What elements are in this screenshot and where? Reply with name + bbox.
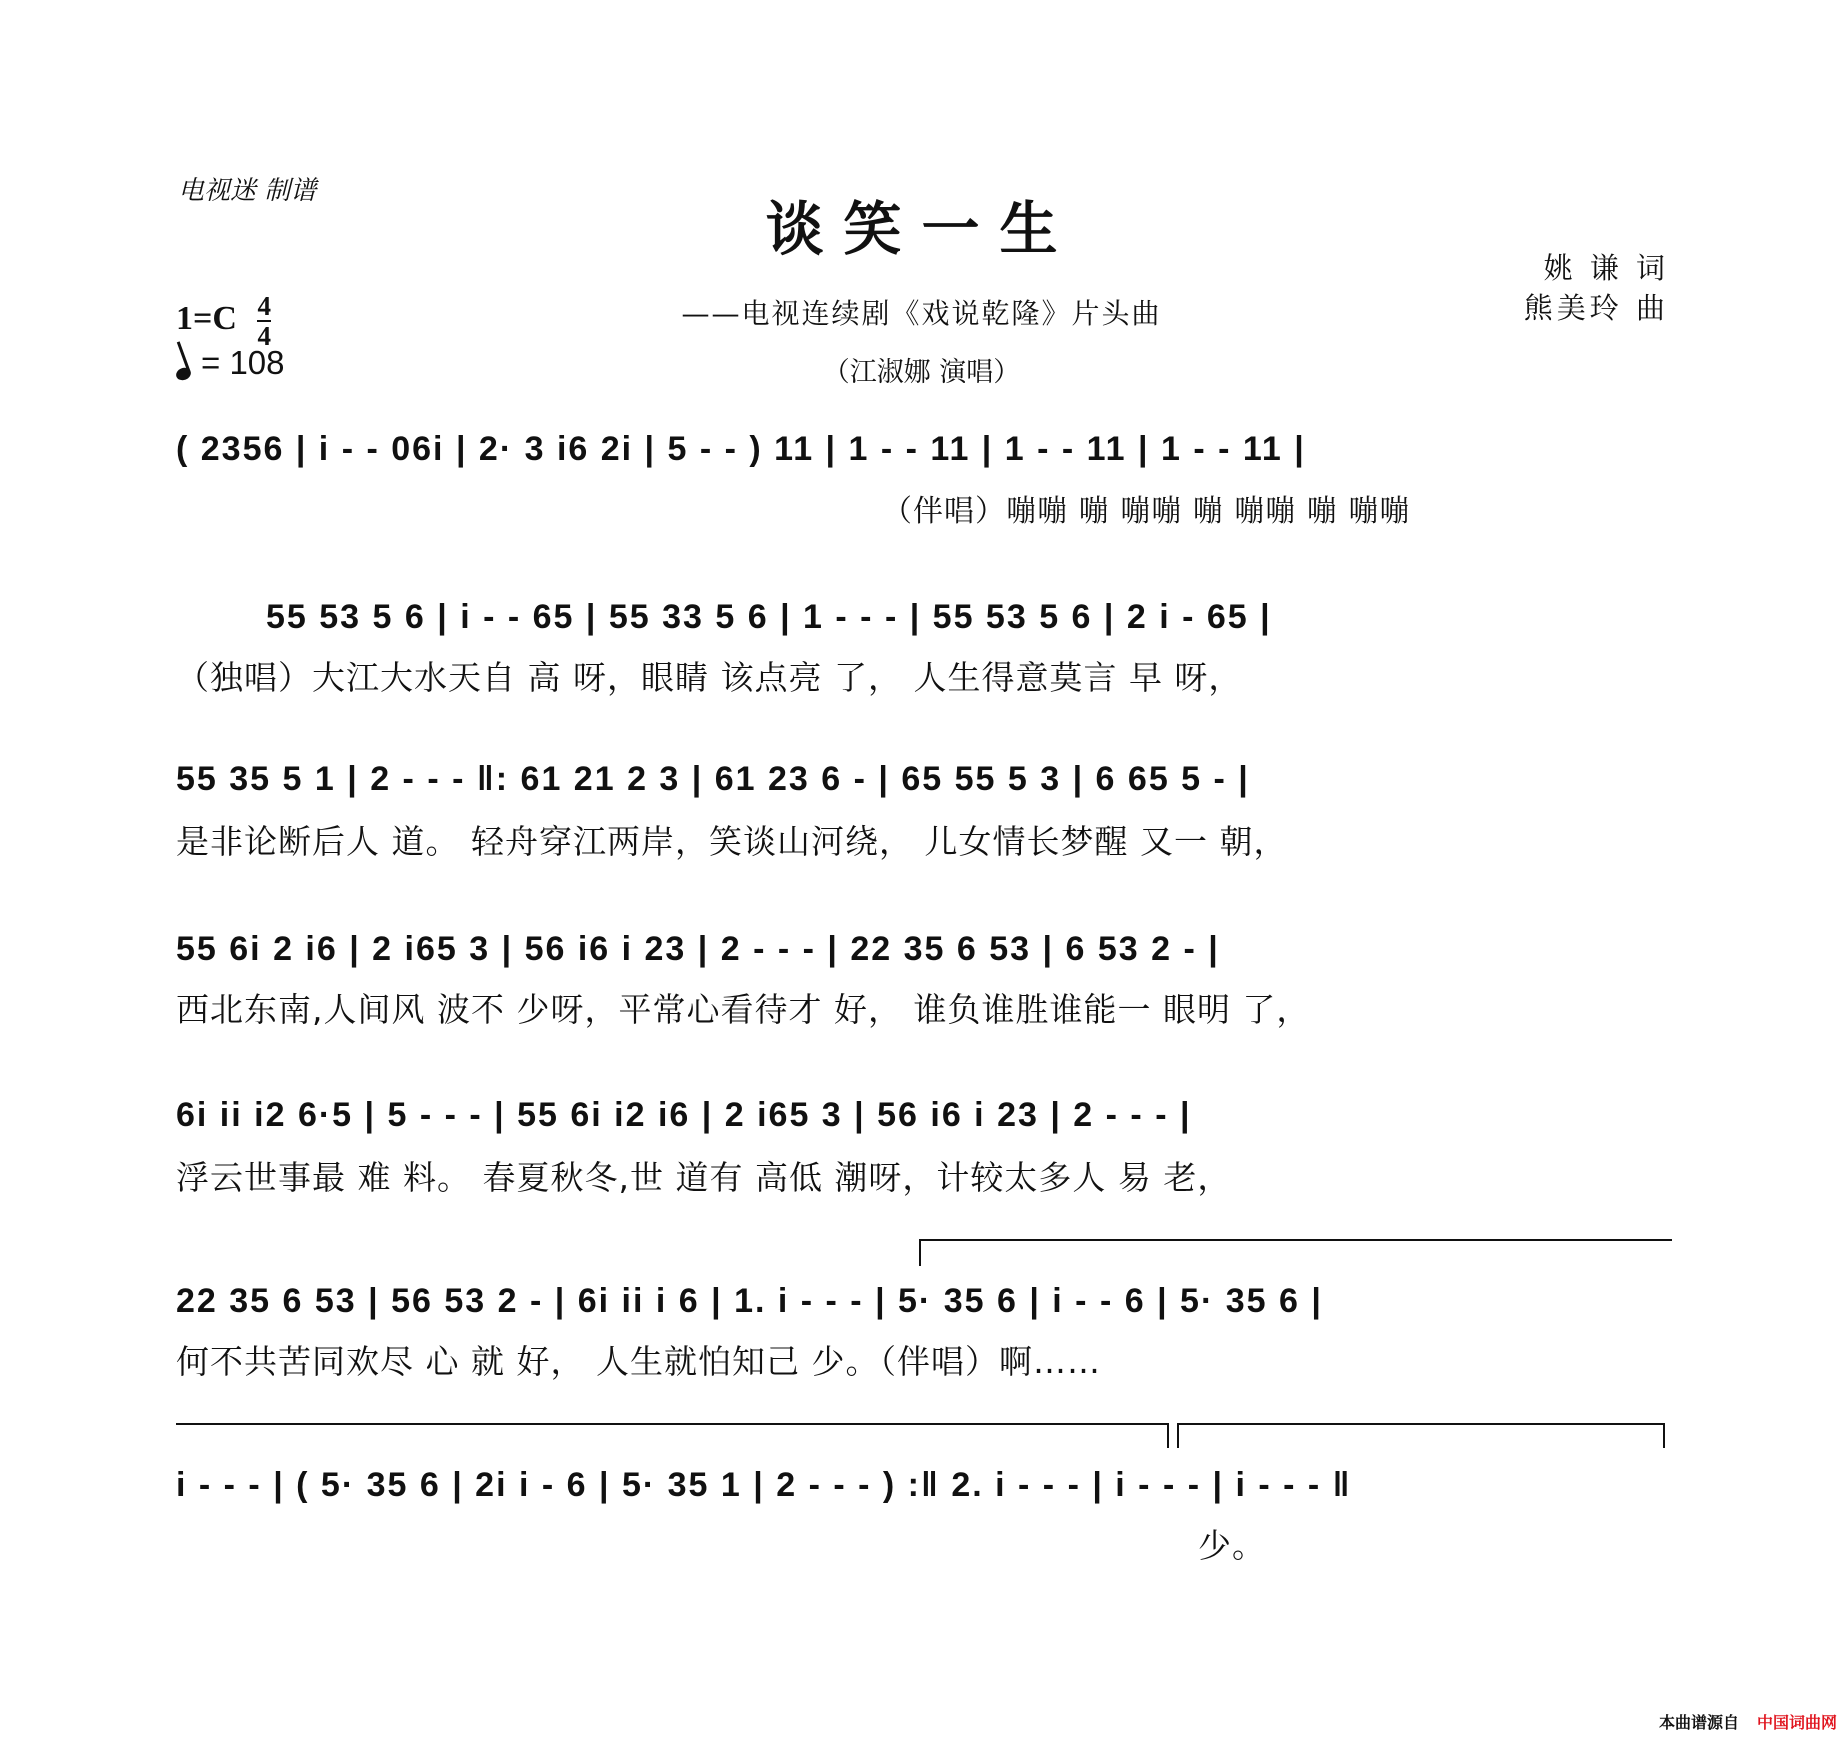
- key-label: 1=C: [176, 299, 237, 337]
- system-6-notes: 22 35 6 53 | 56 53 2 - | 6i ii i 6 | 1. i - - - | 5· 35 6 | i - - 6 | 5· 35 6 |: [176, 1282, 1323, 1320]
- system-3-notes: 55 35 5 1 | 2 - - - ‖: 61 21 2 3 | 61 23 6 - | 65 55 5 3 | 6 65 5 - |: [176, 760, 1250, 798]
- song-subtitle: ——电视连续剧《戏说乾隆》片头曲: [681, 297, 1162, 330]
- quarter-note-icon: [174, 366, 192, 382]
- system-7-lyrics: 少。: [1198, 1526, 1266, 1565]
- first-ending-bracket-continued: [176, 1424, 1168, 1448]
- system-6-lyrics: 何不共苦同欢尽 心 就 好， 人生就怕知己 少。（伴唱）啊……: [176, 1342, 1101, 1381]
- system-3-lyrics: 是非论断后人 道。 轻舟穿江两岸，笑谈山河绕， 儿女情长梦醒 又一 朝，: [176, 822, 1288, 861]
- key-signature: [176, 292, 271, 350]
- system-1-notes: ( 2356 | i - - 06i | 2· 3 i6 2i | 5 - - ) 11 | 1 - - 11 | 1 - - 11 | 1 - - 11 |: [176, 430, 1306, 468]
- system-5-notes: 6i ii i2 6·5 | 5 - - - | 55 6i i2 i6 | 2 i65 3 | 56 i6 i 23 | 2 - - - |: [176, 1096, 1192, 1134]
- footer-site-link[interactable]: 中国词曲网: [1756, 1713, 1837, 1732]
- system-4-notes: 55 6i 2 i6 | 2 i65 3 | 56 i6 i 23 | 2 - - - | 22 35 6 53 | 6 53 2 - |: [176, 930, 1220, 968]
- author-credits: [1524, 248, 1669, 328]
- system-2-notes: 55 53 5 6 | i - - 65 | 55 33 5 6 | 1 - - - | 55 53 5 6 | 2 i - 65 |: [266, 598, 1272, 636]
- system-7-notes: i - - - | ( 5· 35 6 | 2i i - 6 | 5· 35 1 | 2 - - - ) :‖ 2. i - - - | i - - - | i - - - ‖: [176, 1466, 1352, 1504]
- tempo-value: = 108: [201, 344, 285, 381]
- second-ending-bracket: [1178, 1424, 1664, 1448]
- lyricist-credit: 姚 谦 词: [1543, 251, 1669, 285]
- system-1-lyrics: （伴唱）嘣嘣 嘣 嘣嘣 嘣 嘣嘣 嘣 嘣嘣: [882, 494, 1411, 529]
- system-2-lyrics: （独唱）大江大水天自 高 呀，眼睛 该点亮 了， 人生得意莫言 早 呀，: [176, 658, 1243, 697]
- transcriber-credit: 电视迷 制谱: [178, 176, 317, 206]
- footer-source-label: 本曲谱源自: [1658, 1713, 1739, 1732]
- song-title: 谈笑一生: [765, 195, 1078, 263]
- first-ending-bracket: [920, 1240, 1672, 1266]
- tempo-marking: [176, 344, 285, 382]
- composer-credit: 熊美玲 曲: [1523, 291, 1669, 325]
- system-4-lyrics: 西北东南,人间风 波不 少呀，平常心看待才 好， 谁负谁胜谁能一 眼明 了，: [176, 990, 1311, 1029]
- time-signature-top: 4: [257, 291, 271, 321]
- singer-credit: （江淑娜 演唱）: [822, 357, 1021, 388]
- time-signature: [257, 292, 271, 350]
- time-signature-bottom: 4: [257, 321, 271, 351]
- system-5-lyrics: 浮云世事最 难 料。 春夏秋冬,世 道有 高低 潮呀，计较太多人 易 老，: [176, 1158, 1232, 1197]
